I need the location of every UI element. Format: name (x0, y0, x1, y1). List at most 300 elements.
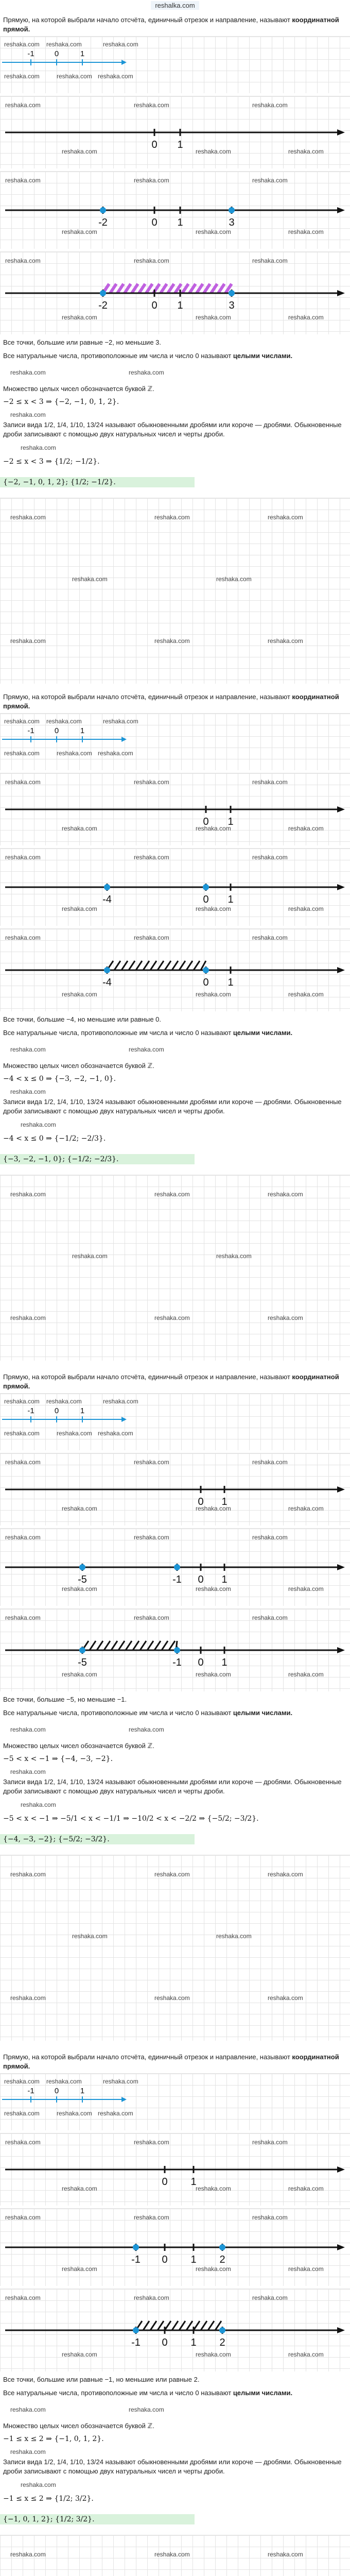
tick-label: 1 (190, 2337, 197, 2348)
watermark-text: reshaka.com (103, 718, 138, 725)
watermark-text: reshaka.com (288, 2185, 324, 2192)
intro-text (3, 1372, 347, 1391)
watermark-text: reshaka.com (62, 228, 97, 235)
watermark-text: reshaka.com (98, 1430, 133, 1437)
tick-label: -4 (102, 894, 112, 905)
watermark-text: reshaka.com (4, 2110, 40, 2117)
z-text (3, 1741, 347, 1751)
watermark-text: reshaka.com (62, 314, 97, 321)
hatch-mark (126, 1641, 132, 1650)
watermark-text: reshaka.com (252, 854, 288, 861)
fractions-text-body: Записи вида 1/2, 1/4, 1/10, 13/24 называют обыкновенными дробями или короче — дробями. Обыкновенные дроби записывают с помощью двух натуральных чисел и черты дроби. (3, 1098, 342, 1115)
watermark-text: reshaka.com (268, 1871, 303, 1878)
tick-label: 1 (221, 1574, 227, 1585)
tick-label: 0 (162, 2176, 168, 2188)
watermark-text: reshaka.com (21, 1801, 56, 1808)
hatch-mark (218, 284, 224, 293)
point-marker (100, 290, 106, 296)
watermark-text: reshaka.com (252, 934, 288, 941)
number-line-interval-panel (0, 251, 350, 334)
point-marker (219, 2327, 225, 2333)
watermark-text: reshaka.com (134, 257, 169, 264)
grid-filler (0, 2535, 350, 2576)
point-marker (104, 884, 110, 890)
points-text (3, 2375, 347, 2384)
watermark-text: reshaka.com (252, 778, 288, 786)
hatch-mark (157, 2321, 164, 2330)
natural-text-body: Все натуральные числа, противоположные им числа и число 0 называют (3, 352, 233, 360)
tick-label: 3 (229, 300, 235, 311)
hatch-mark (129, 961, 135, 970)
watermark-text: reshaka.com (252, 101, 288, 109)
watermark-text: reshaka.com (134, 1614, 169, 1621)
points-text-body: Все точки, большие или равные −1, но меньшие или равные 2. (3, 2376, 200, 2383)
watermark-text: reshaka.com (62, 991, 97, 998)
watermark-text: reshaka.com (103, 2078, 138, 2085)
watermark-text: reshaka.com (5, 177, 41, 184)
hatch-mark (133, 1641, 139, 1650)
tick-label: 0 (151, 139, 157, 150)
number-line-panel (0, 96, 350, 168)
intro-text-bold: координатной прямой. (3, 1373, 339, 1390)
watermark-text: reshaka.com (10, 2551, 46, 2558)
watermark-text: reshaka.com (10, 2448, 46, 2455)
grid-filler (0, 498, 350, 684)
watermark-text: reshaka.com (288, 1671, 324, 1678)
tick-label: 0 (198, 1657, 204, 1668)
watermark-text: reshaka.com (62, 1671, 97, 1678)
number-line-interval-panel (0, 1608, 350, 1691)
watermark-text: reshaka.com (268, 1191, 303, 1198)
axis-arrow (337, 1647, 345, 1653)
fraction-formula: −1 ≤ x ≤ 2 ⇒ {1/2; 3/2}. (3, 2495, 94, 2503)
intro-text (3, 15, 347, 34)
watermark-text: reshaka.com (5, 101, 41, 109)
tick-label: 1 (227, 816, 234, 827)
solution-section (0, 13, 350, 688)
axis-arrow (121, 1417, 127, 1422)
watermark-text: reshaka.com (62, 2351, 97, 2358)
axis-arrow (337, 2244, 345, 2250)
point-marker (229, 290, 235, 296)
tick-label: -1 (27, 1406, 34, 1415)
watermark-text: reshaka.com (62, 1505, 97, 1512)
hatch-mark (146, 284, 152, 293)
axis-arrow (337, 806, 345, 812)
point-marker (203, 884, 209, 890)
grid-filler (0, 1175, 350, 1361)
tick-label: 0 (203, 894, 209, 905)
watermark-text: reshaka.com (5, 854, 41, 861)
watermark-text: reshaka.com (154, 1994, 190, 2002)
hatch-mark (132, 284, 138, 293)
hatch-mark (179, 2321, 185, 2330)
axis-arrow (337, 884, 345, 890)
watermark-text: reshaka.com (10, 1768, 46, 1775)
tick-label: 3 (229, 217, 235, 228)
intro-number-line-panel (0, 713, 350, 770)
point-marker (79, 1647, 85, 1653)
watermark-text: reshaka.com (46, 41, 82, 48)
watermark-text: reshaka.com (288, 1585, 324, 1592)
watermark-text: reshaka.com (252, 2139, 288, 2146)
tick-label: 1 (177, 139, 183, 150)
intro-text-bold: координатной прямой. (3, 693, 339, 710)
natural-text (3, 2388, 347, 2398)
natural-text (3, 351, 347, 361)
tick-label: 2 (219, 2337, 225, 2348)
tick-label: 1 (190, 2254, 197, 2265)
point-marker (203, 967, 209, 973)
watermark-text: reshaka.com (196, 2265, 231, 2273)
integer-set-formula: −2 ≤ x < 3 ⇒ {−2, −1, 0, 1, 2}. (3, 398, 119, 406)
watermark-text: reshaka.com (57, 73, 92, 80)
number-line-panel-svg (0, 112, 350, 153)
hatch-mark (118, 1641, 125, 1650)
watermark-text: reshaka.com (196, 228, 231, 235)
watermark-text: reshaka.com (10, 2406, 46, 2413)
watermark-text: reshaka.com (216, 575, 252, 583)
watermark-text: reshaka.com (4, 750, 40, 757)
intro-number-line (0, 1403, 134, 1434)
tick-label: 0 (198, 1496, 204, 1507)
z-text-body: Множество целых чисел обозначается буквой ℤ. (3, 1742, 154, 1750)
natural-text-body: Все натуральные числа, противоположные им числа и число 0 называют (3, 1709, 233, 1717)
watermark-text: reshaka.com (5, 257, 41, 264)
watermark-text: reshaka.com (154, 514, 190, 521)
axis-arrow (121, 2097, 127, 2102)
hatch-mark (147, 1641, 153, 1650)
watermark-text: reshaka.com (21, 1121, 56, 1128)
number-line-points-panel-svg (0, 1547, 350, 1588)
point-marker (104, 967, 110, 973)
hatch-mark (168, 284, 174, 293)
natural-text (3, 1028, 347, 1038)
watermark-text: reshaka.com (21, 2481, 56, 2488)
tick-label: -4 (102, 977, 112, 988)
number-line-interval-panel-svg (0, 2310, 350, 2351)
answer-formula: {−1, 0, 1, 2}; {1/2; 3/2}. (0, 2514, 195, 2524)
tick-label: 0 (151, 217, 157, 228)
intro-number-line-panel (0, 1393, 350, 1450)
point-marker (174, 1564, 180, 1570)
hatch-mark (172, 2321, 178, 2330)
hatch-mark (154, 1641, 161, 1650)
watermark-text: reshaka.com (252, 177, 288, 184)
hatch-mark (143, 2321, 149, 2330)
watermark-text: reshaka.com (252, 1459, 288, 1466)
watermark-text: reshaka.com (129, 1046, 164, 1053)
watermark-text: reshaka.com (288, 991, 324, 998)
watermark-text: reshaka.com (288, 2351, 324, 2358)
natural-text-bold: целыми числами. (233, 1029, 293, 1037)
hatch-mark (211, 284, 217, 293)
tick-label: 0 (203, 977, 209, 988)
tick-label: 1 (80, 2087, 85, 2095)
point-marker (174, 1647, 180, 1653)
watermark-text: reshaka.com (134, 854, 169, 861)
watermark-text: reshaka.com (62, 1585, 97, 1592)
watermark-text: reshaka.com (196, 314, 231, 321)
watermark-text: reshaka.com (216, 1252, 252, 1260)
hatch-mark (150, 961, 156, 970)
number-line-panel (0, 1453, 350, 1526)
hatch-mark (125, 284, 131, 293)
tick-label: 0 (198, 1574, 204, 1585)
fractions-text (3, 420, 347, 439)
z-text-body: Множество целых чисел обозначается буквой ℤ. (3, 2422, 154, 2430)
watermark-text: reshaka.com (196, 991, 231, 998)
watermark-text: reshaka.com (196, 825, 231, 832)
watermark-text: reshaka.com (134, 1459, 169, 1466)
solution-section (0, 2050, 350, 2576)
tick-label: 0 (151, 300, 157, 311)
integer-set-formula: −1 ≤ x ≤ 2 ⇒ {−1, 0, 1, 2}. (3, 2435, 104, 2443)
tick-label: -1 (27, 49, 34, 58)
fraction-formula: −4 < x ≤ 0 ⇒ {−1/2; −2/3}. (3, 1134, 106, 1143)
watermark-text: reshaka.com (4, 718, 40, 725)
watermark-text: reshaka.com (134, 2294, 169, 2301)
watermark-text: reshaka.com (268, 1314, 303, 1321)
watermark-text: reshaka.com (154, 1191, 190, 1198)
tick-label: 1 (227, 977, 234, 988)
hatch-mark (197, 284, 203, 293)
hatch-mark (186, 2321, 192, 2330)
tick-label: 0 (162, 2337, 168, 2348)
watermark-text: reshaka.com (10, 1871, 46, 1878)
axis-arrow (337, 1486, 345, 1493)
number-line-panel-svg (0, 789, 350, 830)
hatch-mark (204, 284, 210, 293)
watermark-text: reshaka.com (196, 148, 231, 155)
tick-label: 1 (80, 726, 85, 735)
watermark-text: reshaka.com (252, 1534, 288, 1541)
watermark-text: reshaka.com (288, 228, 324, 235)
watermark-text: reshaka.com (46, 2078, 82, 2085)
natural-text-bold: целыми числами. (233, 1709, 293, 1717)
natural-text-body: Все натуральные числа, противоположные им числа и число 0 называют (3, 2389, 233, 2397)
number-line-panel (0, 773, 350, 845)
hatch-mark (111, 1641, 117, 1650)
hatch-mark (117, 284, 124, 293)
z-text (3, 2421, 347, 2431)
integer-set-formula: −4 < x ≤ 0 ⇒ {−3, −2, −1, 0}. (3, 1075, 116, 1083)
tick-label: -2 (98, 300, 108, 311)
number-line-points-panel (0, 171, 350, 249)
hatch-mark (150, 2321, 156, 2330)
watermark-text: reshaka.com (196, 1671, 231, 1678)
watermark-text: reshaka.com (4, 2078, 40, 2085)
tick-label: 1 (80, 49, 85, 58)
watermark-text: reshaka.com (134, 2214, 169, 2221)
watermark-text: reshaka.com (10, 637, 46, 645)
tick-label: -1 (172, 1574, 182, 1585)
watermark-text: reshaka.com (72, 575, 108, 583)
solution-section (0, 690, 350, 1365)
watermark-text: reshaka.com (72, 1252, 108, 1260)
hatch-mark (110, 284, 116, 293)
watermark-text: reshaka.com (5, 2294, 41, 2301)
hatch-mark (169, 1641, 175, 1650)
intro-number-line (0, 2083, 134, 2114)
watermark-text: reshaka.com (134, 177, 169, 184)
site-title[interactable]: reshalka.com (151, 1, 199, 10)
point-marker (100, 207, 106, 213)
watermark-text: reshaka.com (98, 2110, 133, 2117)
hatch-mark (136, 961, 142, 970)
number-line-points-panel-svg (0, 867, 350, 908)
watermark-text: reshaka.com (57, 1430, 92, 1437)
hatch-mark (194, 2321, 200, 2330)
watermark-text: reshaka.com (288, 314, 324, 321)
watermark-text: reshaka.com (10, 411, 46, 418)
tick-label: -1 (172, 1657, 182, 1668)
intro-text-bold: координатной прямой. (3, 16, 339, 33)
watermark-text: reshaka.com (10, 1191, 46, 1198)
number-line-panel-svg (0, 2149, 350, 2190)
watermark-text: reshaka.com (103, 1398, 138, 1405)
watermark-text: reshaka.com (154, 637, 190, 645)
watermark-text: reshaka.com (196, 1505, 231, 1512)
watermark-text: reshaka.com (134, 101, 169, 109)
intro-number-line-panel (0, 36, 350, 93)
point-marker (79, 1564, 85, 1570)
tick-label: 0 (54, 49, 59, 58)
hatch-mark (97, 1641, 103, 1650)
watermark-text: reshaka.com (288, 825, 324, 832)
number-line-points-panel (0, 848, 350, 926)
watermark-text: reshaka.com (154, 2551, 190, 2558)
watermark-text: reshaka.com (62, 825, 97, 832)
intro-number-line (0, 46, 134, 77)
watermark-text: reshaka.com (252, 1614, 288, 1621)
tick-label: 1 (227, 894, 234, 905)
tick-label: 0 (203, 816, 209, 827)
number-line-interval-panel-svg (0, 950, 350, 991)
watermark-text: reshaka.com (129, 2406, 164, 2413)
hatch-mark (143, 961, 149, 970)
hatch-mark (172, 961, 178, 970)
grid-filler (0, 1855, 350, 2041)
watermark-text: reshaka.com (10, 1088, 46, 1095)
watermark-text: reshaka.com (196, 1585, 231, 1592)
site-header (0, 0, 350, 13)
intro-text (3, 2053, 347, 2071)
watermark-text: reshaka.com (216, 1933, 252, 1940)
tick-label: -5 (78, 1657, 87, 1668)
natural-text-bold: целыми числами. (233, 352, 293, 360)
tick-label: -1 (131, 2337, 141, 2348)
intro-text-body: Прямую, на которой выбрали начало отсчёта, единичный отрезок и направление, называют (3, 1373, 292, 1381)
watermark-text: reshaka.com (252, 257, 288, 264)
fractions-text-body: Записи вида 1/2, 1/4, 1/10, 13/24 называют обыкновенными дробями или короче — дробями. Обыкновенные дроби записывают с помощью двух натуральных чисел и черты дроби. (3, 2458, 342, 2475)
tick-label: 0 (54, 1406, 59, 1415)
watermark-text: reshaka.com (288, 148, 324, 155)
fractions-text (3, 1777, 347, 1796)
axis-arrow (337, 1564, 345, 1570)
watermark-text: reshaka.com (21, 444, 56, 451)
intro-number-line (0, 723, 134, 754)
watermark-text: reshaka.com (268, 637, 303, 645)
natural-text-body: Все натуральные числа, противоположные им числа и число 0 называют (3, 1029, 233, 1037)
intro-text-body: Прямую, на которой выбрали начало отсчёта, единичный отрезок и направление, называют (3, 2053, 292, 2061)
hatch-mark (182, 284, 188, 293)
watermark-text: reshaka.com (196, 2185, 231, 2192)
tick-label: 1 (177, 300, 183, 311)
fractions-text-body: Записи вида 1/2, 1/4, 1/10, 13/24 называют обыкновенными дробями или короче — дробями. Обыкновенные дроби записывают с помощью двух натуральных чисел и черты дроби. (3, 421, 342, 438)
watermark-text: reshaka.com (62, 148, 97, 155)
fractions-text (3, 2458, 347, 2476)
fraction-formula: −5 < x < −1 ⇒ −5/1 < x < −1/1 ⇒ −10/2 < x < −2/2 ⇒ {−5/2; −3/2}. (3, 1815, 259, 1823)
watermark-text: reshaka.com (5, 1459, 41, 1466)
hatch-mark (121, 961, 128, 970)
z-text (3, 1061, 347, 1071)
points-text-body: Все точки, большие или равные −2, но меньшие 3. (3, 338, 162, 346)
hatch-mark (165, 2321, 171, 2330)
number-line-interval-panel-svg (0, 273, 350, 314)
number-line-interval-panel (0, 928, 350, 1011)
watermark-text: reshaka.com (268, 2551, 303, 2558)
axis-arrow (337, 129, 345, 135)
watermark-text: reshaka.com (5, 934, 41, 941)
watermark-text: reshaka.com (129, 1726, 164, 1733)
tick-label: -5 (78, 1574, 87, 1585)
tick-label: 0 (54, 726, 59, 735)
watermark-text: reshaka.com (98, 73, 133, 80)
watermark-text: reshaka.com (57, 750, 92, 757)
point-marker (229, 207, 235, 213)
intro-text-body: Прямую, на которой выбрали начало отсчёта, единичный отрезок и направление, называют (3, 693, 292, 701)
tick-label: 1 (80, 1406, 85, 1415)
watermark-text: reshaka.com (4, 1398, 40, 1405)
answer-formula: {−4, −3, −2}; {−5/2; −3/2}. (0, 1834, 195, 1844)
fraction-formula: −2 ≤ x < 3 ⇒ {1/2; −1/2}. (3, 457, 100, 466)
tick-label: 0 (54, 2087, 59, 2095)
hatch-mark (201, 2321, 207, 2330)
watermark-text: reshaka.com (4, 1430, 40, 1437)
number-line-panel-svg (0, 1469, 350, 1510)
hatch-mark (104, 1641, 110, 1650)
watermark-text: reshaka.com (4, 73, 40, 80)
watermark-text: reshaka.com (62, 2185, 97, 2192)
tick-label: -1 (131, 2254, 141, 2265)
watermark-text: reshaka.com (154, 1871, 190, 1878)
watermark-text: reshaka.com (10, 369, 46, 376)
tick-label: 1 (221, 1657, 227, 1668)
axis-arrow (337, 2166, 345, 2173)
axis-arrow (121, 60, 127, 65)
hatch-mark (162, 1641, 168, 1650)
hatch-mark (161, 284, 167, 293)
intro-text (3, 692, 347, 711)
solution-section (0, 1370, 350, 2045)
number-line-interval-panel-svg (0, 1630, 350, 1671)
tick-label: 0 (162, 2254, 168, 2265)
number-line-panel (0, 2133, 350, 2206)
watermark-text: reshaka.com (134, 1534, 169, 1541)
watermark-text: reshaka.com (10, 1726, 46, 1733)
tick-label: 1 (221, 1496, 227, 1507)
watermark-text: reshaka.com (196, 905, 231, 912)
answer-formula: {−3, −2, −1, 0}; {−1/2; −2/3}. (0, 1154, 195, 1164)
watermark-text: reshaka.com (46, 718, 82, 725)
watermark-text: reshaka.com (57, 2110, 92, 2117)
fractions-text (3, 1097, 347, 1116)
hatch-mark (208, 2321, 214, 2330)
hatch-mark (140, 1641, 146, 1650)
z-text-body: Множество целых чисел обозначается буквой ℤ. (3, 385, 154, 393)
tick-label: -2 (98, 217, 108, 228)
